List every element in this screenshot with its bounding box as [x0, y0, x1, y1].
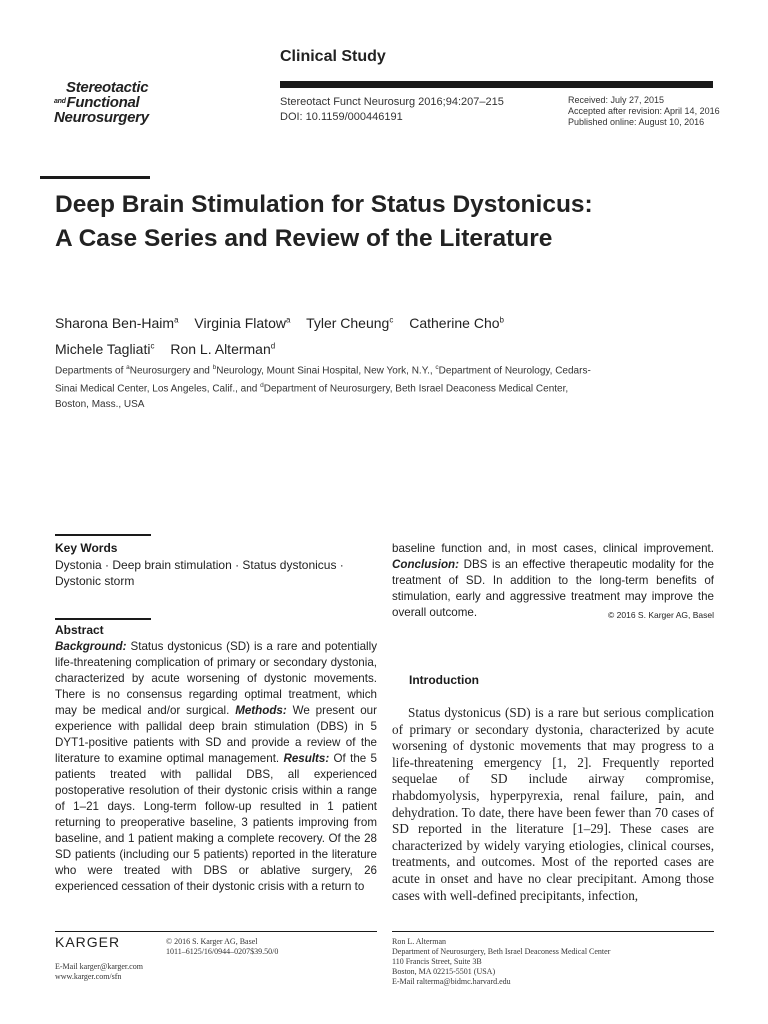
- author-list: [55, 308, 655, 361]
- introduction-heading: Introduction: [409, 673, 479, 687]
- methods-label: Methods:: [235, 704, 287, 717]
- author: Sharona Ben-Haim$^a$: [55, 314, 179, 331]
- journal-logo: [54, 80, 184, 125]
- conclusion-label: Conclusion:: [392, 558, 459, 571]
- keywords-text: Dystonia · Deep brain stimulation · Status dystonicus · Dystonic storm: [55, 558, 344, 588]
- publisher-contact: [55, 962, 143, 982]
- author: Virginia Flatow$^a$: [194, 314, 291, 331]
- correspondence: [392, 937, 610, 987]
- author: Michele Tagliati$^c$: [55, 341, 155, 358]
- footer-rule-left: [55, 931, 377, 932]
- received-date: Received: July 27, 2015: [568, 95, 665, 105]
- author: Tyler Cheung$^c$: [306, 314, 394, 331]
- introduction-text: Status dystonicus (SD) is a rare but serious complication of primary or secondary dystonia, characterized by acute worsening of dystonic movements that may progress to a life-threatening emergency [1, 2]. Frequently reported sequelae of SD include airway compromise, rhabdomyolysis, hyperpyrexia, renal failure, pain, and dehydration. To date, there have been fewer than 70 cases of SD reported in the literature [1–29]. These cases are characterized by widely varying etiologies, clinical courses, treatments, and outcomes. Most of the reported cases are acute in onset and have no clear precipitant. Among those cases with well-defined precipitants, infection,: [392, 705, 714, 903]
- footer-rule-right: [392, 931, 714, 932]
- publisher-email[interactable]: E-Mail karger@karger.com: [55, 962, 143, 971]
- abstract-rule: [55, 618, 151, 620]
- abstract-body: Background: Status dystonicus (SD) is a rare and potentially life-threatening complication of primary or secondary dystonia, characterized by acute worsening of dystonic movements. There is no consensus regarding optimal treatment, which may be medical and/or surgical. Methods: We present our experience with pallidal deep brain stimulation (DBS) in 5 DYT1-positive patients with SD and provide a review of the literature to examine optimal management. Results: Of the 5 patients treated with pallidal DBS, all experienced postoperative resolution of their dystonic crisis within a range of 1–21 days. Long-term follow-up resulted in 1 patient returning to preoperative baseline, 3 patients improving from baseline, and 1 patient making a complete recovery. Of the 28 SD patients (including our 5 patients) reported in the literature who were treated with DBS or ablative surgery, 26 experienced cessation of their dystonic crisis with a return to: [55, 640, 377, 893]
- citation: Stereotact Funct Neurosurg 2016;94:207–215: [280, 96, 504, 108]
- abstract-continued: baseline function and, in most cases, clinical improvement. Conclusion: DBS is an effective therapeutic modality for the treatment of SD. In addition to the long-term benefits of stimulation, early and aggressive treatment may improve the overall outcome. © 2016 S. Karger AG, Basel: [392, 541, 714, 623]
- keywords-heading: Key Words: [55, 541, 118, 555]
- corr-street: 110 Francis Street, Suite 3B: [392, 957, 482, 966]
- corr-city: Boston, MA 02215-5501 (USA): [392, 967, 496, 976]
- publisher-copyright: © 2016 S. Karger AG, Basel 1011–6125/16/0944–0207$39.50/0: [166, 937, 279, 956]
- corr-name: Ron L. Alterman: [392, 937, 446, 946]
- background-label: Background:: [55, 640, 127, 653]
- article-title: Deep Brain Stimulation for Status Dystonicus: A Case Series and Review of the Literature: [55, 191, 593, 252]
- results-label: Results:: [283, 752, 330, 765]
- citation-block: [280, 95, 504, 125]
- abstract-copyright: © 2016 S. Karger AG, Basel: [608, 610, 714, 620]
- abstract-heading: Abstract: [55, 623, 104, 637]
- journal-logo-line2: Functional: [66, 94, 140, 111]
- title-rule: [40, 176, 150, 179]
- header-rule: [280, 81, 713, 88]
- corr-email[interactable]: E-Mail ralterma@bidmc.harvard.edu: [392, 977, 511, 986]
- affiliations: Departments of $^a$Neurosurgery and $^b$Neurology, Mount Sinai Hospital, New York, N.Y., $^c$Department of Neurology, Cedars-Sinai Medical Center, Los Angeles, Calif., and $^d$Department of Neurosurgery, Beth Israel Deaconess Medical Center, Boston, Mass., USA: [55, 364, 591, 410]
- doi-link[interactable]: DOI: 10.1159/000446191: [280, 111, 403, 123]
- journal-logo-line1: Stereotactic: [66, 79, 149, 96]
- corr-dept: Department of Neurosurgery, Beth Israel Deaconess Medical Center: [392, 947, 611, 956]
- published-date: Published online: August 10, 2016: [568, 117, 705, 127]
- publication-history: [568, 95, 720, 128]
- keywords-rule: [55, 534, 151, 536]
- journal-logo-and: and: [54, 98, 66, 105]
- publisher-logo: KARGER: [55, 934, 121, 950]
- author: Ron L. Alterman$^d$: [170, 341, 276, 358]
- journal-logo-line3: Neurosurgery: [54, 109, 149, 126]
- accepted-date: Accepted after revision: April 14, 2016: [568, 106, 720, 116]
- author: Catherine Cho$^b$: [409, 314, 504, 331]
- section-label: Clinical Study: [280, 48, 386, 65]
- publisher-website[interactable]: www.karger.com/sfn: [55, 972, 122, 981]
